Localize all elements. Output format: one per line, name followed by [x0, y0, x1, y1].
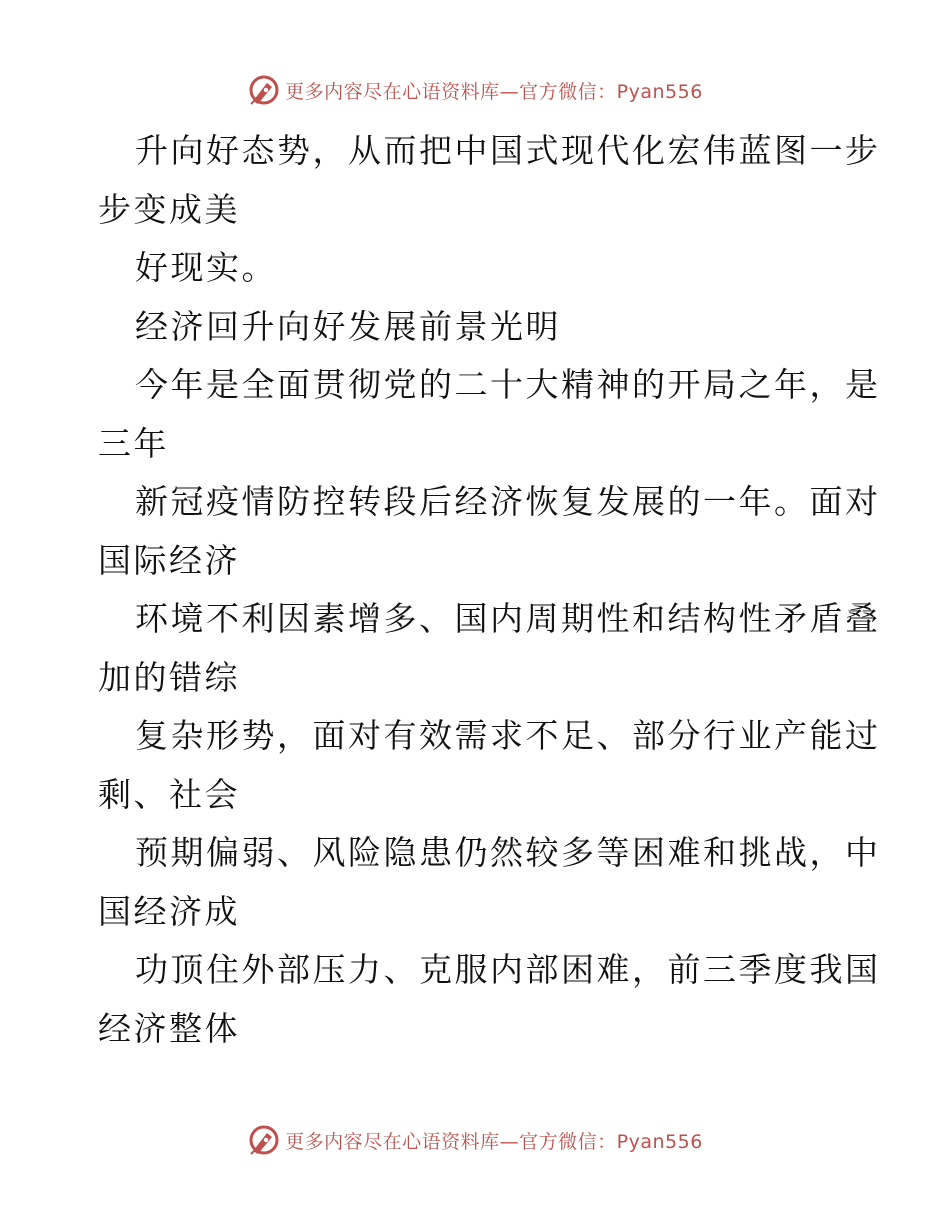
text-line: 国经济成 [98, 891, 240, 931]
text-line: 今年是全面贯彻党的二十大精神的开局之年，是 [135, 365, 881, 404]
section-heading: 经济回升向好发展前景光明 [135, 306, 561, 346]
text-line: 升向好态势，从而把中国式现代化宏伟蓝图一步 [135, 131, 881, 170]
text-line: 复杂形势，面对有效需求不足、部分行业产能过 [135, 716, 881, 755]
text-line: 加的错综 [98, 657, 240, 697]
watermark-text: 更多内容尽在心语资料库—官方微信：Pyan556 [285, 80, 703, 103]
text-line: 环境不利因素增多、国内周期性和结构性矛盾叠 [135, 599, 881, 638]
document-body [98, 122, 881, 1058]
text-line: 好现实。 [135, 248, 277, 287]
text-line: 经济整体 [98, 1008, 240, 1048]
header-watermark [0, 70, 950, 110]
text-line: 功顶住外部压力、克服内部困难，前三季度我国 [135, 950, 881, 989]
pen-nib-circle-icon [247, 1123, 281, 1157]
text-line: 三年 [98, 423, 169, 463]
pen-nib-circle-icon [247, 73, 281, 107]
text-line: 预期偏弱、风险隐患仍然较多等困难和挑战，中 [135, 833, 881, 872]
footer-watermark [0, 1120, 950, 1160]
watermark-text: 更多内容尽在心语资料库—官方微信：Pyan556 [285, 1130, 703, 1153]
text-line: 剩、社会 [98, 774, 240, 814]
text-line: 国际经济 [98, 540, 240, 580]
text-line: 新冠疫情防控转段后经济恢复发展的一年。面对 [135, 482, 881, 521]
text-line: 步变成美 [98, 189, 240, 229]
